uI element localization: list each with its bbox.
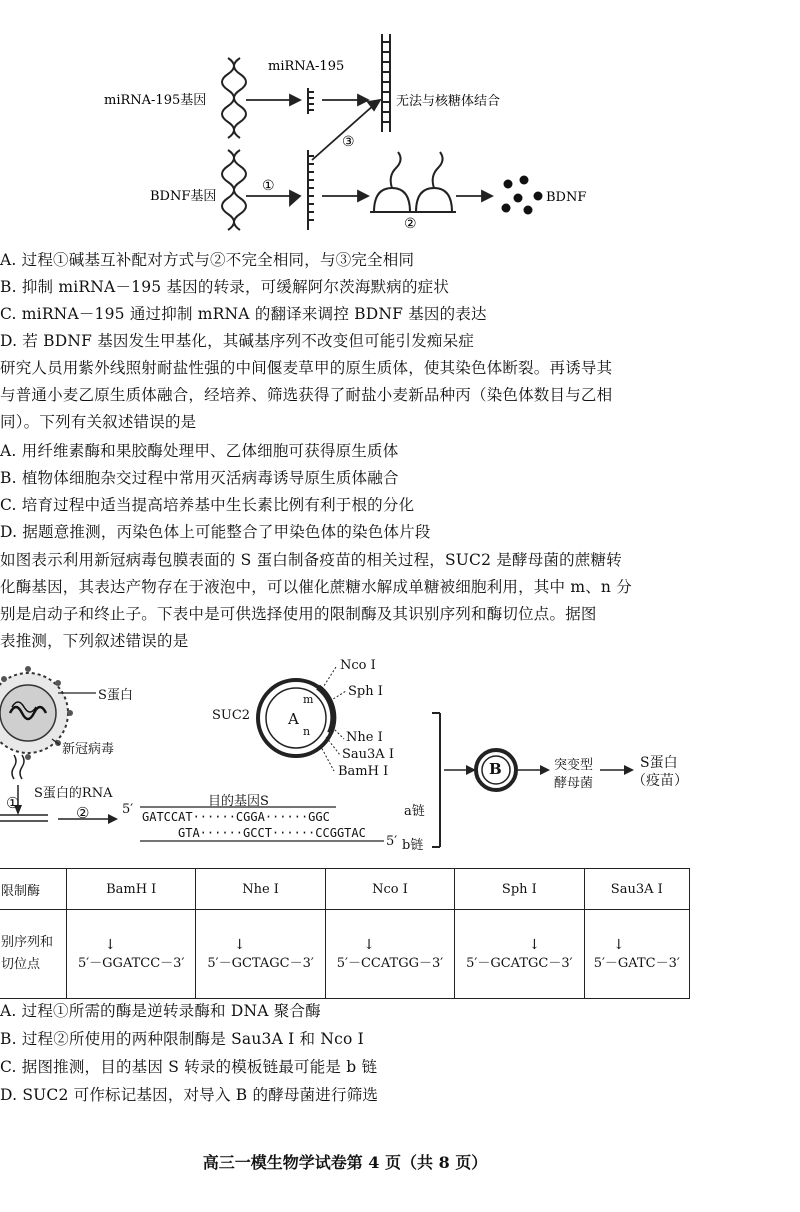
cut-arrow-icon: ↓ [233, 936, 246, 953]
mirna-gene-label: miRNA-195基因 [104, 93, 207, 108]
prev-option-a: A. 过程①碱基互补配对方式与②不完全相同，与③完全相同 [0, 251, 415, 269]
dna-strand-top: GATCCAT······CGGA······GGC [142, 810, 330, 824]
cut-arrow-icon: ↓ [612, 936, 625, 953]
seq-nhei-cell [196, 910, 325, 999]
vaccine-option-d: D. SUC2 可作标记基因，对导入 B 的酵母菌进行筛选 [0, 1086, 379, 1104]
step2-circle: ② [76, 804, 90, 822]
hybrid-option-b: B. 植物体细胞杂交过程中常用灭活病毒诱导原生质体融合 [0, 469, 399, 487]
a-chain-label: a链 [404, 804, 425, 819]
s-rna-label: S蛋白的RNA [34, 786, 113, 801]
bdnf-protein-dots [502, 176, 543, 215]
ncoi-site-label: Nco I [340, 658, 376, 673]
plasmid-b-label: B [489, 760, 502, 778]
table-header-enzyme: 限制酶 [0, 869, 67, 910]
vaccine-stem-line-2: 化酶基因，其表达产物存在于液泡中，可以催化蔗糖水解成单糖被细胞利用，其中 m、n 分 [0, 578, 632, 596]
cut-arrow-icon: ↓ [363, 936, 375, 953]
seq-bamhi: 5′－GGATCC－3′ [77, 955, 185, 971]
mirna-bdnf-diagram [0, 0, 800, 240]
mrna-strand [308, 150, 314, 230]
cut-arrow-icon: ↓ [528, 936, 541, 953]
promoter-m-label: m [303, 693, 314, 706]
seq-sau3ai: 5′－GATC－3′ [593, 955, 680, 971]
plasmid-a-label: A [288, 710, 299, 728]
hybrid-option-a: A. 用纤维素酶和果胶酶处理甲、乙体细胞可获得原生质体 [0, 442, 399, 460]
vaccine-line-1: S蛋白 [640, 755, 678, 771]
sau3ai-site-label: Sau3A I [342, 747, 394, 762]
prev-option-d: D. 若 BDNF 基因发生甲基化，其碱基序列不改变但可能引发痴呆症 [0, 332, 475, 350]
bdnf-gene-helix [222, 150, 246, 230]
table-header-sau3ai: Sau3A I [584, 869, 689, 910]
prev-option-c: C. miRNA－195 通过抑制 mRNA 的翻译来调控 BDNF 基因的表达 [0, 305, 487, 323]
cut-arrow-icon: ↓ [104, 936, 117, 953]
bdnf-gene-label: BDNF基因 [150, 189, 217, 204]
vaccine-stem-line-1: 如图表示利用新冠病毒包膜表面的 S 蛋白制备疫苗的相关过程，SUC2 是酵母菌的蔗糖转 [0, 551, 622, 569]
dna-strand-bottom: GTA······GCCT······CCGGTAC [178, 826, 366, 840]
mutant-yeast-line-2: 酵母菌 [554, 776, 594, 791]
vaccine-option-b: B. 过程②所使用的两种限制酶是 Sau3A I 和 Nco I [0, 1030, 364, 1048]
seq-ncoi: 5′－CCATGG－3′ [336, 955, 444, 971]
step2-label: ② [404, 216, 417, 232]
restriction-enzyme-table [0, 868, 690, 999]
vaccine-stem-line-4: 表推测，下列叙述错误的是 [0, 632, 189, 650]
b-chain-label: b链 [402, 838, 424, 853]
s-protein-label: S蛋白 [98, 688, 133, 703]
suc2-label: SUC2 [212, 708, 251, 723]
table-header-nhei: Nhe I [196, 869, 325, 910]
seq-nhei: 5′－GCTAGC－3′ [207, 955, 314, 971]
bamhi-site-label: BamH I [338, 764, 389, 779]
table-row-label [0, 910, 67, 999]
virus-label: 新冠病毒 [62, 742, 115, 757]
hybrid-option-d: D. 据题意推测，丙染色体上可能整合了甲染色体的染色体片段 [0, 523, 431, 541]
seq-ncoi-cell [325, 910, 454, 999]
hybrid-option-c: C. 培育过程中适当提高培养基中生长素比例有利于根的分化 [0, 496, 415, 514]
mirna-label: miRNA-195 [268, 59, 345, 74]
table-row-label-2: 切位点 [1, 957, 41, 972]
page-footer: 高三一模生物学试卷第 4 页（共 8 页） [202, 1153, 488, 1172]
ribosomes [370, 152, 456, 212]
no-bind-label: 无法与核糖体结合 [396, 94, 501, 109]
table-row-label-1: 别序列和 [1, 935, 54, 950]
mirna-strand [308, 88, 314, 114]
sphi-site-label: Sph I [348, 684, 383, 699]
bdnf-label: BDNF [546, 190, 587, 205]
step3-label: ③ [342, 134, 355, 150]
seq-sphi: 5′－GCATGC－3′ [466, 955, 573, 971]
hybrid-stem-line-1: 研究人员用紫外线照射耐盐性强的中间偃麦草甲的原生质体，使其染色体断裂。再诱导其 [0, 359, 613, 377]
hybrid-stem-line-2: 与普通小麦乙原生质体融合，经培养、筛选获得了耐盐小麦新品种丙（染色体数目与乙相 [0, 386, 613, 404]
table-header-ncoi: Nco I [325, 869, 454, 910]
seq-sphi-cell [455, 910, 584, 999]
seq-bamhi-cell [67, 910, 196, 999]
seq-sau3ai-cell [584, 910, 689, 999]
vaccine-stem-line-3: 别是启动子和终止子。下表中是可供选择使用的限制酶及其识别序列和酶切位点。据图 [0, 605, 597, 623]
step1-label: ① [262, 178, 275, 194]
table-header-bamhi: BamH I [67, 869, 196, 910]
hybrid-stem-line-3: 同）。下列有关叙述错误的是 [0, 413, 197, 431]
terminator-n-label: n [303, 725, 311, 738]
mirna-mrna-duplex [382, 34, 390, 132]
mutant-yeast-line-1: 突变型 [554, 758, 594, 773]
nhei-site-label: Nhe I [346, 730, 383, 745]
mirna-gene-helix [222, 58, 246, 138]
vaccine-line-2: （疫苗） [632, 773, 688, 789]
five-prime-top: 5′ [122, 802, 134, 817]
step1-circle: ① [6, 794, 20, 812]
table-header-sphi: Sph I [455, 869, 584, 910]
five-prime-bottom: 5′ [386, 834, 398, 849]
target-gene-label: 目的基因S [208, 794, 269, 809]
vaccine-option-c: C. 据图推测，目的基因 S 转录的模板链最可能是 b 链 [0, 1058, 378, 1076]
vaccine-option-a: A. 过程①所需的酶是逆转录酶和 DNA 聚合酶 [0, 1002, 321, 1020]
prev-option-b: B. 抑制 miRNA－195 基因的转录，可缓解阿尔茨海默病的症状 [0, 278, 450, 296]
